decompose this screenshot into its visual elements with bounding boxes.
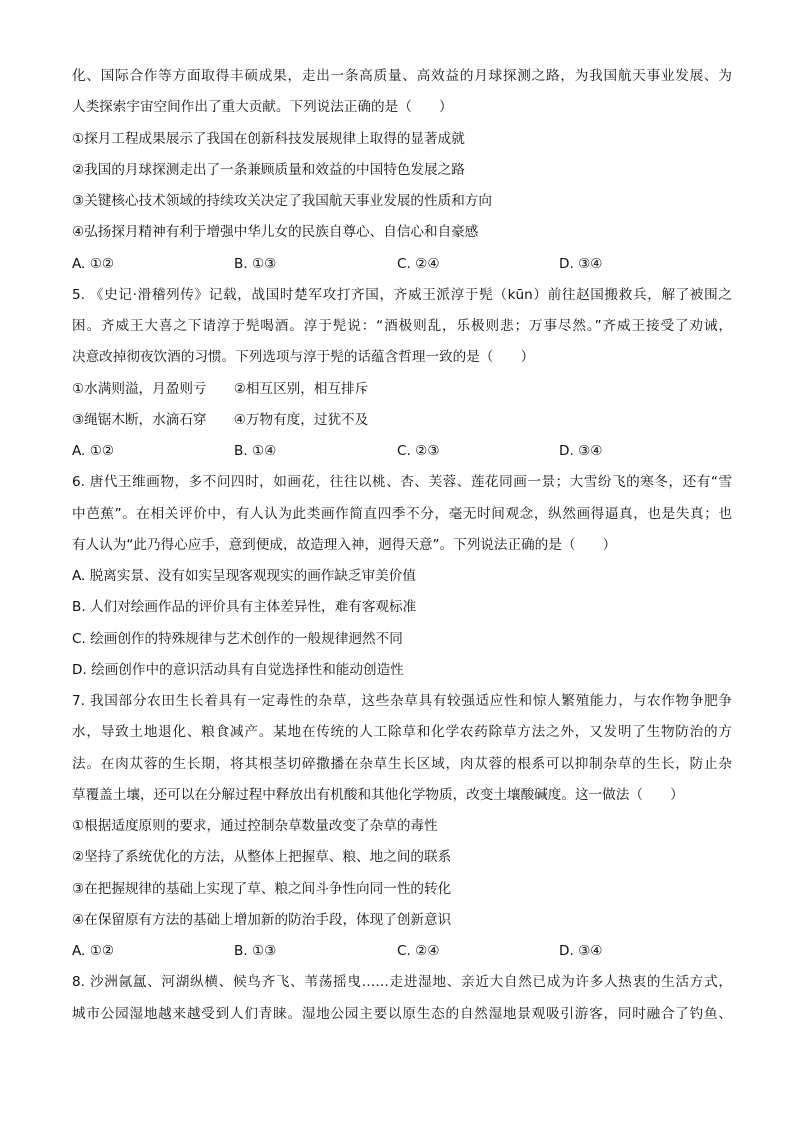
q6-option-c[interactable]: C. 绘画创作的特殊规律与艺术创作的一般规律迥然不同 xyxy=(72,631,403,647)
q5-option-c[interactable]: C. ②③ xyxy=(397,443,440,459)
q8-stem-line-2: 城市公园湿地越来越受到人们青睐。湿地公园主要以原生态的自然湿地景观吸引游客，同时融合了钓鱼、 xyxy=(72,1006,732,1022)
q4-statement-3: ③关键核心技术领域的持续攻关决定了我国航天事业发展的性质和方向 xyxy=(72,193,492,209)
q6-option-b[interactable]: B. 人们对绘画作品的评价具有主体差异性，难有客观标准 xyxy=(72,599,417,615)
q6-stem-line-1: 6. 唐代王维画物，多不问四时，如画花，往往以桃、杏、芙蓉、莲花同画一景；大雪纷飞的寒冬，还有“雪 xyxy=(72,474,732,490)
q6-stem-line-2: 中芭蕉”。在相关评价中，有人认为此类画作简直四季不分，毫无时间观念，纵然画得逼真，也是失真；也 xyxy=(72,506,732,522)
q7-statement-2: ②坚持了系统优化的方法，从整体上把握草、粮、地之间的联系 xyxy=(72,849,452,865)
q7-statement-1: ①根据适度原则的要求，通过控制杂草数量改变了杂草的毒性 xyxy=(72,818,438,834)
q4-stem-line-1: 化、国际合作等方面取得丰硕成果，走出一条高质量、高效益的月球探测之路，为我国航天事业发展、为 xyxy=(72,68,732,84)
q7-statement-4: ④在保留原有方法的基础上增加新的防治手段，体现了创新意识 xyxy=(72,912,452,928)
q5-option-b[interactable]: B. ①④ xyxy=(234,443,277,459)
q7-stem-line-1: 7. 我国部分农田生长着具有一定毒性的杂草，这些杂草具有较强适应性和惊人繁殖能力，与农作物争肥争 xyxy=(72,693,732,709)
q4-statement-2: ②我国的月球探测走出了一条兼顾质量和效益的中国特色发展之路 xyxy=(72,162,465,178)
q4-stem-line-2: 人类探索宇宙空间作出了重大贡献。下列说法正确的是（ ） xyxy=(72,99,453,115)
q7-stem-line-3: 法。在肉苁蓉的生长期，将其根茎切碎撒播在杂草生长区域，肉苁蓉的根系可以抑制杂草的生长，防止杂 xyxy=(72,756,732,772)
q7-option-d[interactable]: D. ③④ xyxy=(559,943,603,959)
q5-option-d[interactable]: D. ③④ xyxy=(559,443,603,459)
q4-option-c[interactable]: C. ②④ xyxy=(397,256,440,272)
q7-stem-line-2: 水，导致土地退化、粮食减产。某地在传统的人工除草和化学农药除草方法之外，又发明了生物防治的方 xyxy=(72,724,732,740)
q7-option-a[interactable]: A. ①② xyxy=(72,943,115,959)
q5-stem-line-1: 5. 《史记·滑稽列传》记载，战国时楚军攻打齐国，齐威王派淳于髡（kūn）前往赵国搬救兵，解了被围之 xyxy=(72,287,732,303)
q5-statement-row-2: ③绳锯木断，水滴石穿 ④万物有度，过犹不及 xyxy=(72,412,369,428)
q5-option-a[interactable]: A. ①② xyxy=(72,443,115,459)
q4-option-d[interactable]: D. ③④ xyxy=(559,256,603,272)
q7-option-b[interactable]: B. ①③ xyxy=(234,943,277,959)
q4-statement-1: ①探月工程成果展示了我国在创新科技发展规律上取得的显著成就 xyxy=(72,131,465,147)
q7-statement-3: ③在把握规律的基础上实现了草、粮之间斗争性向同一性的转化 xyxy=(72,881,452,897)
q4-option-a[interactable]: A. ①② xyxy=(72,256,115,272)
q5-stem-line-2: 困。齐威王大喜之下请淳于髡喝酒。淳于髡说：“酒极则乱，乐极则悲；万事尽然。”齐威王接受了劝诫， xyxy=(72,318,732,334)
q5-stem-line-3: 决意改掉彻夜饮酒的习惯。下列选项与淳于髡的话蕴含哲理一致的是（ ） xyxy=(72,349,535,365)
q7-stem-line-4: 草覆盖土壤，还可以在分解过程中释放出有机酸和其他化学物质，改变土壤酸碱度。这一做法（ ） xyxy=(72,787,684,803)
q6-option-a[interactable]: A. 脱离实景、没有如实呈现客观现实的画作缺乏审美价值 xyxy=(72,568,416,584)
q4-option-b[interactable]: B. ①③ xyxy=(234,256,277,272)
q4-statement-4: ④弘扬探月精神有利于增强中华儿女的民族自尊心、自信心和自豪感 xyxy=(72,224,479,240)
q6-option-d[interactable]: D. 绘画创作中的意识活动具有自觉选择性和能动创造性 xyxy=(72,662,404,678)
q6-stem-line-3: 有人认为“此乃得心应手，意到便成，故造理入神，迥得天意”。下列说法正确的是（ ） xyxy=(72,537,617,553)
q7-option-c[interactable]: C. ②④ xyxy=(397,943,440,959)
q8-stem-line-1: 8. 沙洲氤氲、河湖纵横、候鸟齐飞、苇荡摇曳……走进湿地、亲近大自然已成为许多人热衷的生活方式， xyxy=(72,974,732,990)
q5-statement-row-1: ①水满则溢，月盈则亏 ②相互区别，相互排斥 xyxy=(72,381,369,397)
